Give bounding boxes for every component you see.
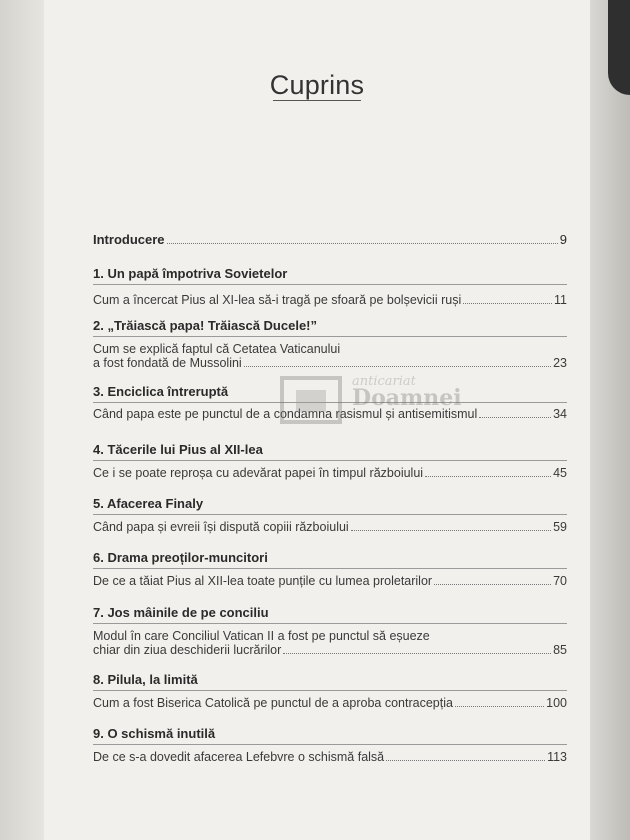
toc-desc-line — [93, 356, 567, 370]
dot-leader — [167, 243, 558, 244]
heading-rule — [93, 284, 567, 285]
toc-page-number: 59 — [553, 520, 567, 534]
toc-entry-3 — [93, 384, 567, 421]
toc-description: De ce a tăiat Pius al XII-lea toate punțile cu lumea proletarilor — [93, 574, 433, 588]
dot-leader — [283, 653, 551, 654]
toc-desc-line — [93, 293, 567, 307]
dark-corner-shape — [608, 0, 630, 95]
toc-page-number: 85 — [553, 643, 567, 657]
toc-description: a fost fondată de Mussolini — [93, 356, 242, 370]
dot-leader — [463, 303, 552, 304]
toc-desc-line — [93, 750, 567, 764]
toc-page-number: 23 — [553, 356, 567, 370]
toc-desc-line — [93, 574, 567, 588]
dot-leader — [425, 476, 551, 477]
toc-heading: 1. Un papă împotriva Sovietelor — [93, 266, 288, 281]
toc-desc-line — [93, 407, 567, 421]
title-underline — [273, 100, 361, 101]
dot-leader — [455, 706, 544, 707]
toc-page-number: 113 — [547, 750, 567, 764]
page-title: Cuprins — [269, 70, 365, 100]
toc-page-number: 34 — [553, 407, 567, 421]
toc-description: Când papa și evreii își dispută copiii războiului — [93, 520, 349, 534]
toc-desc-line — [93, 466, 567, 480]
toc-description: Cum se explică faptul că Cetatea Vaticanului — [93, 342, 341, 356]
toc-entry-7 — [93, 605, 567, 657]
heading-rule — [93, 568, 567, 569]
toc-heading: 7. Jos mâinile de pe conciliu — [93, 605, 269, 620]
toc-description: Modul în care Conciliul Vatican II a fost pe punctul să eșueze — [93, 629, 430, 643]
toc-entry-introducere — [93, 232, 567, 247]
toc-entry-1 — [93, 266, 567, 307]
watermark-small-text: anticariat — [352, 374, 416, 389]
heading-rule — [93, 336, 567, 337]
heading-rule — [93, 744, 567, 745]
book-page — [44, 0, 590, 840]
toc-heading: 8. Pilula, la limită — [93, 672, 198, 687]
toc-desc-line — [93, 643, 567, 657]
toc-description: De ce s-a dovedit afacerea Lefebvre o schismă falsă — [93, 750, 385, 764]
toc-heading-line — [93, 232, 567, 247]
heading-rule — [93, 402, 567, 403]
toc-description: Cum a încercat Pius al XI-lea să-i tragă pe sfoară pe bolșevicii ruși — [93, 293, 462, 307]
toc-page-number: 100 — [546, 696, 567, 710]
dot-leader — [386, 760, 545, 761]
toc-page-number: 11 — [554, 293, 567, 307]
heading-rule — [93, 514, 567, 515]
toc-desc-line — [93, 520, 567, 534]
dot-leader — [479, 417, 551, 418]
toc-heading: 5. Afacerea Finaly — [93, 496, 204, 511]
toc-page-number: 9 — [559, 232, 567, 247]
heading-rule — [93, 460, 567, 461]
toc-entry-5 — [93, 496, 567, 534]
watermark-big-text: Doamnei — [352, 385, 462, 411]
right-background — [590, 0, 630, 840]
toc-heading: 9. O schismă inutilă — [93, 726, 216, 741]
toc-page-number: 45 — [553, 466, 567, 480]
toc-description: Cum a fost Biserica Catolică pe punctul de a aproba contracepția — [93, 696, 453, 710]
toc-desc-line — [93, 696, 567, 710]
toc-heading: 3. Enciclica întreruptă — [93, 384, 229, 399]
dot-leader — [434, 584, 551, 585]
toc-heading: 6. Drama preoților-muncitori — [93, 550, 268, 565]
toc-description: Când papa este pe punctul de a condamna rasismul și antisemitismul — [93, 407, 478, 421]
toc-heading: 2. „Trăiască papa! Trăiască Ducele!” — [93, 318, 318, 333]
toc-page-number: 70 — [553, 574, 567, 588]
toc-entry-2 — [93, 318, 567, 370]
toc-heading: Introducere — [93, 232, 165, 247]
left-background — [0, 0, 44, 840]
toc-entry-8 — [93, 672, 567, 710]
toc-description: chiar din ziua deschiderii lucrărilor — [93, 643, 282, 657]
heading-rule — [93, 623, 567, 624]
toc-entry-9 — [93, 726, 567, 764]
toc-entry-4 — [93, 442, 567, 480]
toc-description: Ce i se poate reproșa cu adevărat papei în timpul războiului — [93, 466, 424, 480]
toc-entry-6 — [93, 550, 567, 588]
toc-heading: 4. Tăcerile lui Pius al XII-lea — [93, 442, 263, 457]
dot-leader — [244, 366, 551, 367]
dot-leader — [351, 530, 551, 531]
heading-rule — [93, 690, 567, 691]
